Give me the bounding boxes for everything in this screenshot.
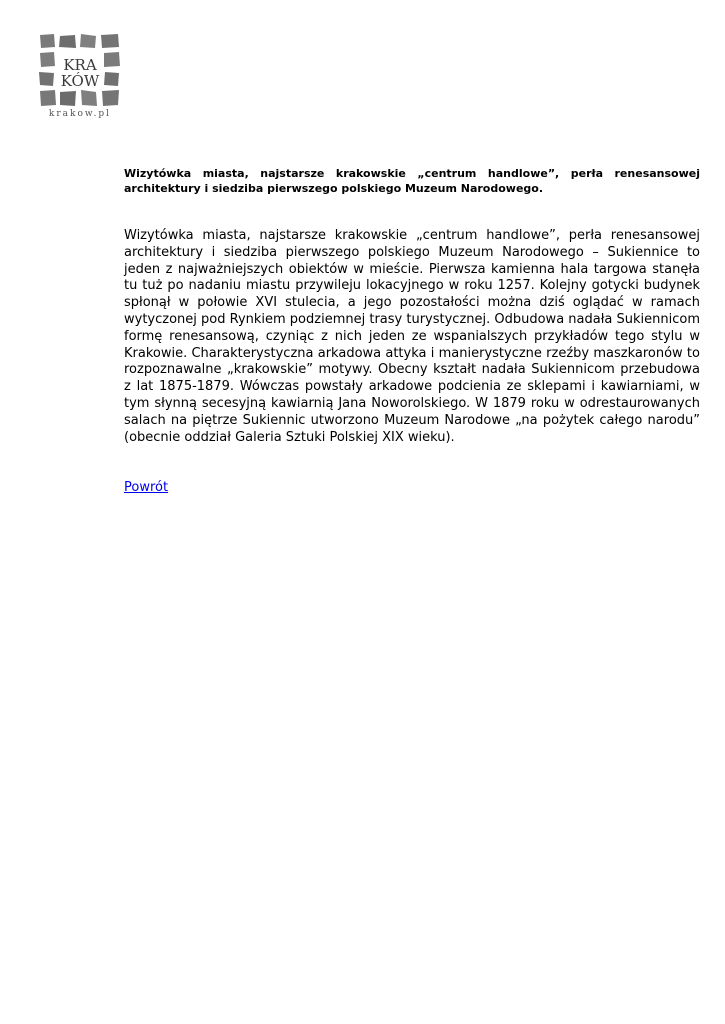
logo-text-line1: KRA	[63, 56, 97, 74]
lead-paragraph: Wizytówka miasta, najstarsze krakowskie „centrum handlowe”, perła renesansowej architektury i siedziba pierwszego polskiego Muzeum Narodowego.	[124, 167, 700, 195]
back-link[interactable]: Powrót	[124, 480, 169, 495]
body-paragraph: Wizytówka miasta, najstarsze krakowskie „centrum handlowe”, perła renesansowej architektury i siedziba pierwszego polskiego Muzeum Narodowego – Sukiennice to jeden z najważniejszych obiektów w mieście. Pierwsza kamienna hala targowa stanęła tu tuż po nadaniu miastu przywileju lokacyjnego w roku 1257. Kolejny gotycki budynek spłonął w połowie XVI stulecia, a jego pozostałości można dziś oglądać w ramach wytyczonej pod Rynkiem podziemnej trasy turystycznej. Odbudowa nadała Sukiennicom formę renesansową, czyniąc z nich jeden ze wspanialszych przykładów tego stylu w Krakowie. Charakterystyczna arkadowa attyka i manierystyczne rzeźby maszkaronów to rozpoznawalne „krakowskie” motywy. Obecny kształt nadała Sukiennicom przebudowa z lat 1875-1879. Wówczas powstały arkadowe podcienia ze sklepami i kawiarniami, w tym słynną secesyjną kawiarnią Jana Noworolskiego. W 1879 roku w odrestaurowanych salach na piętrze Sukiennic utworzono Muzeum Narodowe „na pożytek całego narodu” (obecnie oddział Galeria Sztuki Polskiej XIX wieku).	[124, 228, 700, 445]
krakow-logo	[38, 32, 122, 124]
logo-mosaic	[38, 32, 122, 108]
logo-caption: krakow.pl	[48, 109, 112, 119]
logo-text-line2: KÓW	[60, 72, 100, 90]
